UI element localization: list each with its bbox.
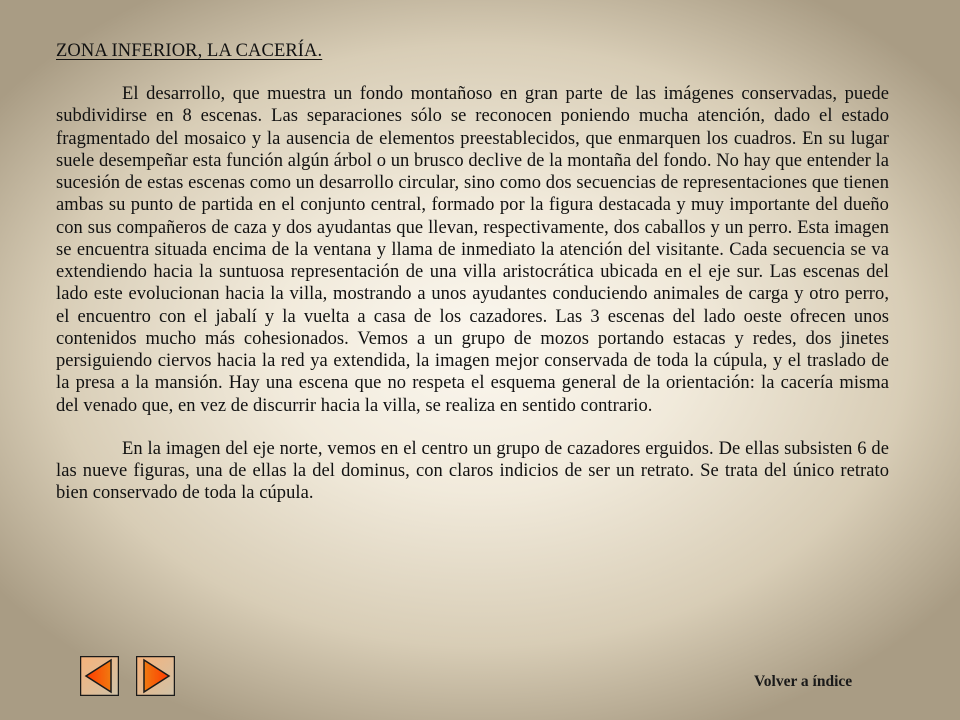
paragraph-2: En la imagen del eje norte, vemos en el centro un grupo de cazadores erguidos. De ellas subsisten 6 de las nueve figuras, una de ellas la del dominus, con claros indicios de ser un retrato. Se trata del único retrato bien conservado de toda la cúpula. [56,438,889,504]
paragraph-1: El desarrollo, que muestra un fondo montañoso en gran parte de las imágenes conservadas, puede subdividirse en 8 escenas. Las separaciones sólo se reconocen poniendo mucha atención, dado el estado fragmentado del mosaico y la ausencia de elementos preestablecidos, que enmarquen los cuadros. En su lugar suele desempeñar esta función algún árbol o un brusco declive de la montaña del fondo. No hay que entender la sucesión de estas escenas como un desarrollo circular, sino como dos secuencias de representaciones que tienen ambas su punto de partida en el conjunto central, formado por la figura destacada y muy importante del dueño con sus compañeros de caza y dos ayudantas que llevan, respectivamente, dos caballos y un perro. Esta imagen se encuentra situada encima de la ventana y llama de inmediato la atención del visitante. Cada secuencia se va extendiendo hacia la suntuosa representación de una villa aristocrática ubicada en el eje sur. Las escenas del lado este evolucionan hacia la villa, mostrando a unos ayudantes conduciendo animales de carga y otro perro, el encuentro con el jabalí y la vuelta a casa de los cazadores. Las 3 escenas del lado oeste ofrecen unos contenidos mucho más cohesionados. Vemos a un grupo de mozos portando estacas y redes, dos jinetes persiguiendo ciervos hacia la red ya extendida, la imagen mejor conservada de toda la cúpula, y el traslado de la presa a la mansión. Hay una escena que no respeta el esquema general de la orientación: la cacería misma del venado que, en vez de discurrir hacia la villa, se realiza en sentido contrario. [56,84,889,416]
document-body [56,40,889,526]
arrow-left-icon [80,656,119,696]
section-heading: ZONA INFERIOR, LA CACERÍA. [56,41,323,61]
previous-button[interactable] [80,656,119,696]
back-to-index-link[interactable]: Volver a índice [754,673,853,690]
next-button[interactable] [136,656,175,696]
arrow-right-icon [136,656,175,696]
